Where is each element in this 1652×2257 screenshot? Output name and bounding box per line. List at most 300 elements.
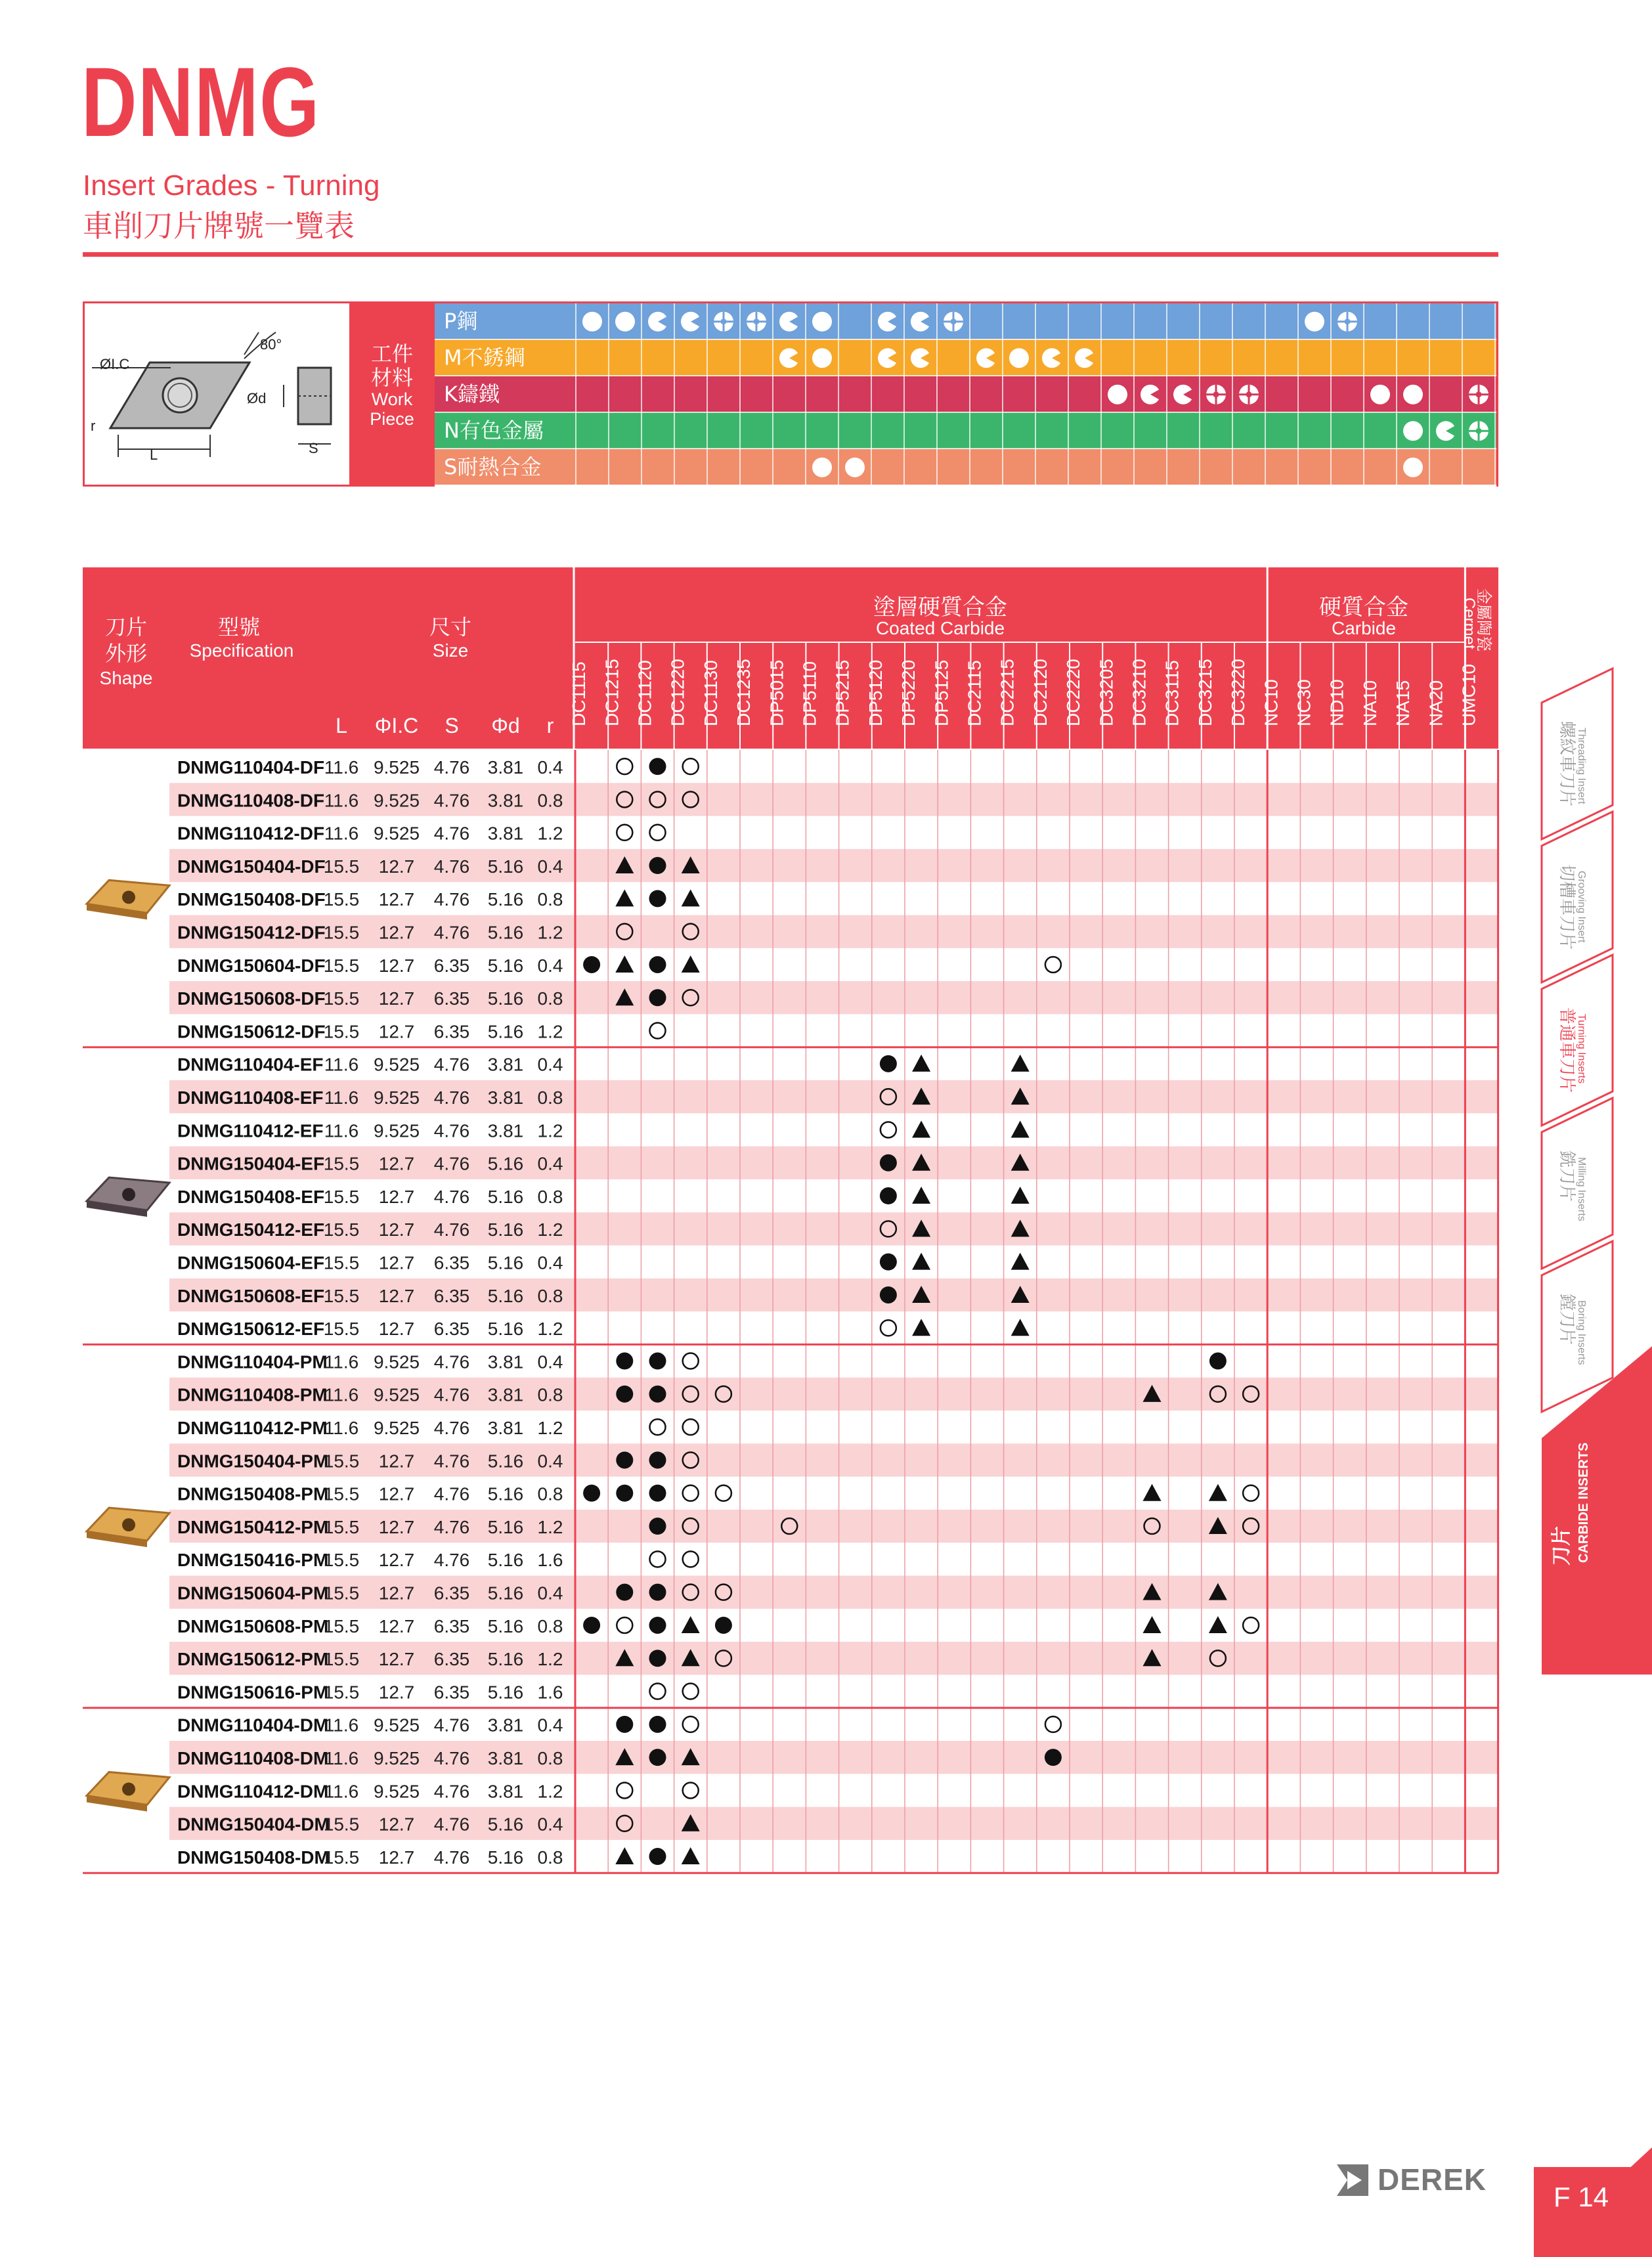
dim-cell: 3.81 [487,1781,524,1802]
dim-cell: 15.5 [323,1219,360,1240]
side-tab[interactable] [1542,812,1613,982]
dim-cell: 1.2 [537,1319,563,1340]
dim-cell: 5.16 [487,1219,524,1240]
dim-cell: 4.76 [433,922,470,943]
solid-circle-icon [649,1617,666,1634]
spec-cell: DNMG150608-EF [177,1285,325,1306]
dim-cell: 15.5 [323,1682,360,1703]
table-row [169,1378,1498,1411]
clover-icon [1239,385,1259,405]
full-circle-icon [812,312,832,332]
dim-cell: 1.2 [537,1219,563,1240]
triangle-icon [1209,1616,1227,1633]
full-circle-icon [1403,458,1423,477]
solid-circle-icon [649,1485,666,1502]
dim-cell: 5.16 [487,1021,524,1042]
table-row [169,849,1498,882]
table-row [169,1510,1498,1543]
side-tab-zh: 切槽車刀片 [1557,864,1576,950]
dim-cell: 9.525 [373,1351,420,1372]
dim-cell: 11.6 [324,1054,359,1075]
dim-cell: 4.76 [433,1384,470,1405]
grade-header: DP5220 [898,659,919,726]
dim-cell: 5.16 [487,1153,524,1174]
workpiece-label-zh-2: 材料 [370,365,413,390]
dim-cell: 15.5 [323,1021,360,1042]
grade-header: DC1215 [601,659,622,726]
triangle-icon [682,1616,700,1633]
dim-cell: 5.16 [487,988,524,1009]
dim-cell: 15.5 [323,1814,360,1835]
spec-cell: DNMG150416-PM [177,1550,329,1571]
triangle-icon [1011,1187,1030,1204]
dim-cell: 0.4 [537,1814,563,1835]
dim-cell: 15.5 [323,856,360,877]
dim-cell: 3.81 [487,1351,524,1372]
solid-circle-icon [649,1749,666,1766]
grade-header: DC2220 [1063,659,1084,726]
dim-cell: 0.8 [537,1748,563,1768]
coated-header-en: Coated Carbide [875,618,1005,638]
full-circle-icon [1009,348,1029,368]
solid-circle-icon [616,1716,633,1733]
shape-header-en: Shape [99,668,153,688]
dim-cell: 0.4 [537,1351,563,1372]
spec-cell: DNMG150408-EF [177,1186,325,1207]
solid-circle-icon [616,1353,633,1370]
spec-cell: DNMG110408-PM [177,1384,328,1405]
dim-cell: 4.76 [433,1814,470,1835]
dim-cell: 9.525 [373,1418,420,1438]
diagram-label: ØI.C [100,356,130,372]
spec-cell: DNMG150604-DF [177,955,326,976]
dim-cell: 4.76 [433,823,470,844]
grade-header: DC1120 [634,660,655,726]
dim-header: L [336,714,347,737]
dim-cell: 5.16 [487,856,524,877]
triangle-icon [615,1847,634,1864]
dim-cell: 1.2 [537,1516,563,1537]
open-circle-icon [683,1485,699,1501]
open-circle-icon [617,825,632,841]
table-row [169,1741,1498,1774]
spec-cell: DNMG110412-DM [177,1781,329,1802]
dim-cell: 4.76 [433,1748,470,1768]
spec-header-en: Specification [189,640,294,661]
material-row [435,449,1528,486]
full-circle-icon [582,312,602,332]
table-row [177,1021,666,1041]
cermet-header-en: Cermet [1460,598,1478,649]
side-tab-en: CARBIDE INSERTS [1576,1442,1591,1563]
open-circle-icon [683,758,699,774]
dim-cell: 9.525 [373,757,420,778]
material-row [435,376,1528,413]
open-circle-icon [683,1551,699,1567]
solid-circle-icon [649,1650,666,1667]
solid-circle-icon [616,1386,633,1403]
row-stripe [169,849,1498,882]
dim-cell: 12.7 [378,1219,415,1240]
solid-circle-icon [649,857,666,874]
row-stripe [169,1443,1498,1476]
row-stripe [169,1576,1498,1609]
dim-cell: 15.5 [323,889,360,910]
row-stripe [169,1147,1498,1179]
dim-cell: 5.16 [487,1186,524,1207]
side-tab-en: Grooving Insert [1576,871,1587,943]
dim-cell: 12.7 [378,1847,415,1868]
workpiece-label-en-2: Piece [370,409,414,429]
triangle-icon [1011,1253,1030,1270]
open-circle-icon [617,758,632,774]
grade-header: DC2115 [964,660,985,726]
table-row [177,1781,699,1801]
dim-cell: 9.525 [373,1087,420,1108]
open-circle-icon [683,1782,699,1798]
dim-cell: 9.525 [373,790,420,811]
spec-cell: DNMG150408-DF [177,889,326,910]
table-row [169,1807,1498,1840]
material-row [435,413,1528,450]
dim-cell: 11.6 [324,1351,359,1372]
grade-header: DC3220 [1228,659,1249,726]
diagram-label: Ød [247,390,267,406]
full-circle-icon [1403,421,1423,441]
open-circle-icon [683,1684,699,1699]
side-tab[interactable] [1542,1241,1613,1412]
grade-header: NA10 [1359,680,1380,726]
triangle-icon [682,1847,700,1864]
dim-cell: 4.76 [433,1550,470,1571]
dim-cell: 0.8 [537,1285,563,1306]
insert-photo-gold [87,1772,169,1811]
open-circle-icon [683,1419,699,1435]
dim-cell: 6.35 [433,1252,470,1273]
dim-cell: 6.35 [433,1649,470,1670]
dim-cell: 6.35 [433,988,470,1009]
brand-logo-icon [1337,2164,1368,2196]
dim-cell: 4.76 [433,1715,470,1736]
open-circle-icon [1045,957,1061,973]
side-tab-en: Turning Inserts [1576,1014,1587,1084]
solid-circle-icon [649,1353,666,1370]
full-circle-icon [845,458,865,477]
dim-cell: 0.4 [537,955,563,976]
dim-cell: 1.2 [537,1418,563,1438]
dim-cell: 5.16 [487,1649,524,1670]
dim-cell: 15.5 [323,1451,360,1472]
dim-cell: 4.76 [433,1483,470,1504]
dim-cell: 0.8 [537,1384,563,1405]
material-name: M不銹鋼 [444,345,525,370]
dim-cell: 5.16 [487,1814,524,1835]
workpiece-label-en-1: Work [371,389,413,409]
dim-cell: 12.7 [378,922,415,943]
brand-logo-text: DEREK [1378,2162,1487,2197]
table-row [177,1351,1227,1372]
table-row [169,1443,1498,1476]
grade-header: DP5110 [799,661,820,726]
spec-cell: DNMG150404-DM [177,1814,330,1835]
dim-cell: 11.6 [324,757,359,778]
dim-header: S [445,714,459,737]
dim-cell: 0.4 [537,1451,563,1472]
dim-cell: 12.7 [378,1483,415,1504]
material-name: K鑄鐵 [444,382,500,406]
grade-header: DC2215 [997,659,1018,726]
solid-circle-icon [649,956,666,973]
dim-cell: 12.7 [378,1814,415,1835]
dim-cell: 5.16 [487,1682,524,1703]
dim-cell: 0.8 [537,790,563,811]
dim-cell: 3.81 [487,823,524,844]
table-row [177,823,666,844]
spec-cell: DNMG150604-EF [177,1252,325,1273]
dim-cell: 0.4 [537,1153,563,1174]
dim-cell: 4.76 [433,1418,470,1438]
spec-cell: DNMG150412-EF [177,1219,325,1240]
dim-cell: 12.7 [378,1186,415,1207]
table-header-bg [83,567,1498,749]
dim-cell: 5.16 [487,1319,524,1340]
solid-circle-icon [649,1716,666,1733]
dim-cell: 0.4 [537,1252,563,1273]
side-tab[interactable] [1542,1098,1613,1269]
dim-cell: 3.81 [487,1120,524,1141]
dim-cell: 6.35 [433,1682,470,1703]
dim-cell: 12.7 [378,1649,415,1670]
table-row [177,1418,699,1438]
clover-icon [944,312,963,332]
triangle-icon [615,889,634,906]
table-header [83,567,1498,749]
dim-cell: 6.35 [433,1583,470,1604]
dim-cell: 5.16 [487,1847,524,1868]
solid-circle-icon [649,989,666,1006]
table-row [177,1682,699,1702]
row-stripe [169,981,1498,1014]
spec-cell: DNMG150612-DF [177,1021,326,1042]
dim-cell: 12.7 [378,1550,415,1571]
table-row [177,1616,1259,1636]
solid-circle-icon [649,1584,666,1601]
side-tab[interactable] [1542,668,1613,839]
diagram-label: L [150,447,158,463]
grade-header: DP5215 [832,659,853,726]
triangle-icon [615,955,634,973]
spec-cell: DNMG110404-PM [177,1351,328,1372]
solid-circle-icon [649,1386,666,1403]
dim-cell: 0.4 [537,856,563,877]
table-row [177,1550,699,1570]
dim-cell: 11.6 [324,790,359,811]
dim-cell: 15.5 [323,1550,360,1571]
table-row [177,1055,1030,1075]
dim-cell: 15.5 [323,1516,360,1537]
spec-cell: DNMG150404-PM [177,1451,329,1472]
size-header-en: Size [432,640,469,661]
dim-cell: 12.7 [378,1285,415,1306]
dim-cell: 3.81 [487,1087,524,1108]
full-circle-icon [1305,312,1324,332]
dim-cell: 6.35 [433,1319,470,1340]
clover-icon [1206,385,1226,405]
dim-header: ΦI.C [374,714,419,737]
table-row [177,889,700,909]
material-row-bg [435,413,1496,450]
table-row [169,1576,1498,1609]
grade-header: DC2120 [1030,659,1051,726]
dim-cell: 12.7 [378,1153,415,1174]
diagram-label: r [91,418,96,434]
spec-cell: DNMG150408-DM [177,1847,330,1868]
dim-cell: 12.7 [378,856,415,877]
clover-icon [1469,421,1489,441]
side-tab[interactable] [1542,955,1613,1126]
triangle-icon [912,1253,930,1270]
side-tab-en: Threading Insert [1576,728,1587,804]
side-tab-zh: 螺紋車刀片 [1557,721,1576,807]
dim-cell: 4.76 [433,757,470,778]
dim-cell: 3.81 [487,1384,524,1405]
grade-header: NC10 [1261,679,1282,726]
triangle-icon [1011,1055,1030,1072]
dim-cell: 5.16 [487,1583,524,1604]
shape-header-zh: 刀片 [104,615,148,640]
dim-cell: 12.7 [378,1682,415,1703]
dim-cell: 5.16 [487,1483,524,1504]
solid-circle-icon [880,1187,897,1204]
spec-cell: DNMG110408-EF [177,1087,324,1108]
open-circle-icon [650,1023,666,1039]
row-stripe [169,1279,1498,1311]
dim-cell: 3.81 [487,1715,524,1736]
dim-cell: 1.2 [537,1120,563,1141]
spec-cell: DNMG150608-PM [177,1615,329,1636]
dim-cell: 1.6 [537,1550,563,1571]
dim-cell: 9.525 [373,1054,420,1075]
dim-cell: 4.76 [433,1781,470,1802]
dim-cell: 9.525 [373,1120,420,1141]
dim-cell: 3.81 [487,1418,524,1438]
spec-cell: DNMG110404-DF [177,757,325,778]
spec-cell: DNMG110408-DF [177,790,325,811]
grade-header: NA20 [1425,680,1446,726]
dim-header: Φd [491,714,520,737]
dim-cell: 0.8 [537,1186,563,1207]
dim-cell: 4.76 [433,1120,470,1141]
solid-circle-icon [715,1617,732,1634]
dim-cell: 4.76 [433,1087,470,1108]
dim-cell: 9.525 [373,1781,420,1802]
open-circle-icon [650,825,666,841]
dim-cell: 11.6 [324,823,359,844]
dim-cell: 15.5 [323,1252,360,1273]
row-stripe [169,1807,1498,1840]
solid-circle-icon [583,1617,600,1634]
dim-cell: 5.16 [487,1615,524,1636]
table-body [83,750,1498,1873]
dim-cell: 12.7 [378,1451,415,1472]
spec-cell: DNMG150612-EF [177,1319,325,1340]
dim-cell: 15.5 [323,1483,360,1504]
solid-circle-icon [880,1055,897,1072]
dim-cell: 4.76 [433,1847,470,1868]
dim-cell: 5.16 [487,922,524,943]
table-row [169,915,1498,948]
dim-cell: 1.2 [537,1781,563,1802]
carbide-header-zh: 硬質合金 [1319,594,1408,621]
triangle-icon [912,1319,930,1336]
row-stripe [169,1510,1498,1543]
material-row-bg [435,449,1496,486]
grade-header: NA15 [1393,680,1414,726]
solid-circle-icon [880,1154,897,1172]
dim-cell: 4.76 [433,1351,470,1372]
diagram-label: 80° [260,336,282,353]
material-name: P鋼 [444,309,478,334]
table-row [177,1253,1030,1273]
dim-cell: 5.16 [487,889,524,910]
page-subtitle-en: Insert Grades - Turning [83,169,380,202]
dim-cell: 9.525 [373,1748,420,1768]
dim-cell: 11.6 [324,1384,359,1405]
dim-cell: 15.5 [323,1583,360,1604]
grade-header: UMC10 [1458,664,1479,726]
open-circle-icon [650,1684,666,1699]
dim-cell: 12.7 [378,1319,415,1340]
full-circle-icon [812,348,832,368]
solid-circle-icon [649,758,666,775]
dim-cell: 0.8 [537,1087,563,1108]
open-circle-icon [1045,1717,1061,1732]
dim-cell: 15.5 [323,1285,360,1306]
grade-header: DC1115 [569,661,590,726]
dim-cell: 11.6 [324,1748,359,1768]
dim-cell: 4.76 [433,1054,470,1075]
material-row [435,340,1528,377]
grade-header: DP5125 [931,659,952,726]
table-row [177,1187,1030,1207]
spec-cell: DNMG150612-PM [177,1649,329,1670]
triangle-icon [682,889,700,906]
triangle-icon [912,1055,930,1072]
side-tab-zh: 銑刀片 [1557,1150,1576,1202]
solid-circle-icon [649,1848,666,1865]
solid-circle-icon [649,1518,666,1535]
grade-header: ND10 [1326,679,1347,726]
spec-cell: DNMG110412-DF [177,823,325,844]
row-stripe [169,1378,1498,1411]
row-stripe [169,1741,1498,1774]
material-row-bg [435,376,1496,413]
page-title: DNMG [81,47,320,157]
coated-header-zh: 塗層硬質合金 [873,594,1007,621]
grade-header: DC3210 [1129,659,1150,726]
dim-cell: 1.2 [537,1649,563,1670]
table-row [169,1279,1498,1311]
spec-cell: DNMG150404-EF [177,1153,325,1174]
open-circle-icon [1243,1617,1259,1633]
side-tab-zh: 刀片 [1550,1526,1573,1566]
page-number: F 14 [1554,2181,1609,2212]
spec-header-zh: 型號 [217,615,261,640]
triangle-icon [682,955,700,973]
dim-cell: 15.5 [323,1615,360,1636]
table-row [169,1212,1498,1245]
solid-circle-icon [616,1485,633,1502]
